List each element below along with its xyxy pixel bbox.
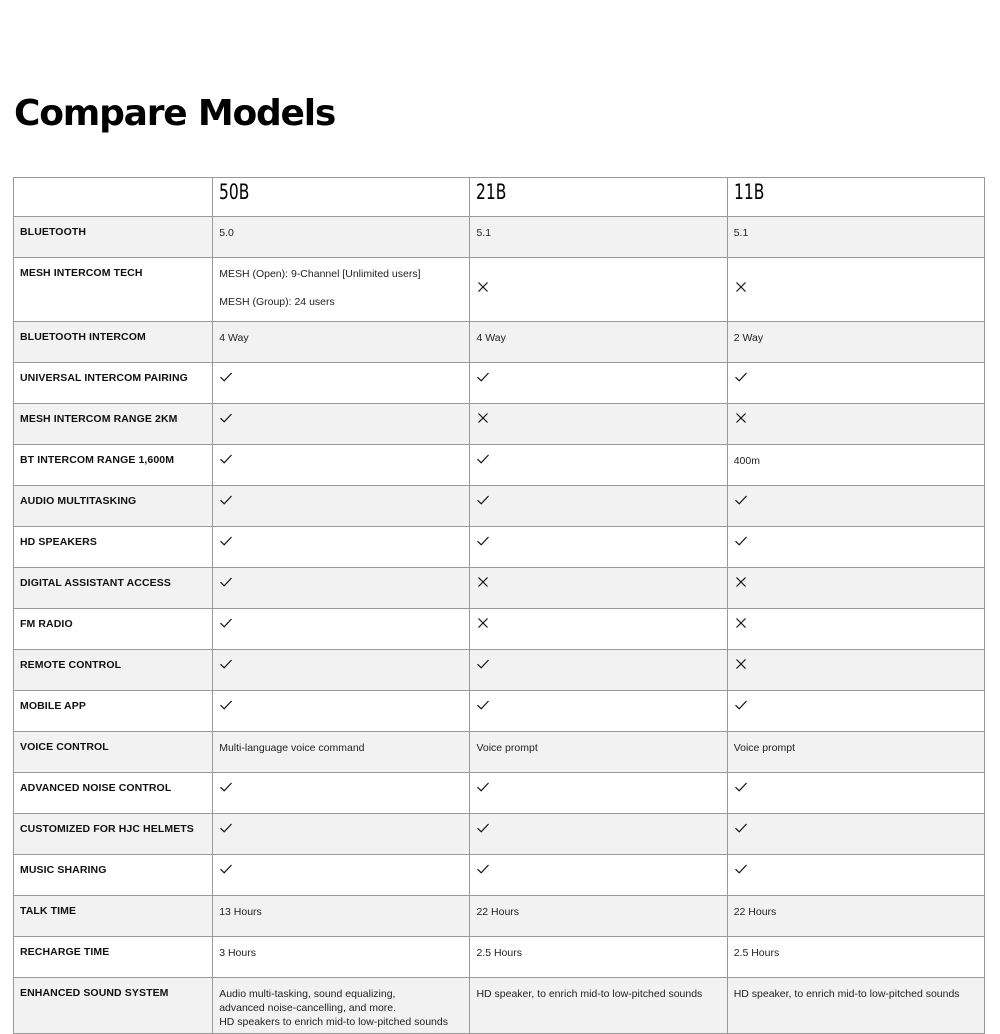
check-icon (219, 780, 233, 794)
comparison-table (13, 177, 985, 1034)
table-row (14, 568, 985, 609)
feature-value-cell (727, 445, 984, 486)
table-row (14, 937, 985, 978)
cross-icon (734, 280, 748, 294)
cell-text: MESH (Group): 24 users (219, 296, 335, 308)
check-icon (219, 534, 233, 548)
cell-text: 5.1 (733, 227, 749, 239)
table-row (14, 691, 985, 732)
feature-value-cell (213, 258, 470, 322)
feature-value-cell (727, 404, 984, 445)
feature-value-cell (213, 568, 470, 609)
check-icon (734, 493, 748, 507)
feature-value-cell (213, 217, 470, 258)
cross-icon (734, 411, 748, 425)
cell-text: Multi-language voice command (219, 742, 365, 754)
check-icon (734, 821, 748, 835)
check-icon (734, 780, 748, 794)
cell-text: HD speaker, to enrich mid-to low-pitched sounds (476, 988, 703, 1000)
feature-value-cell (213, 937, 470, 978)
feature-value-cell (470, 609, 727, 650)
table-row (14, 527, 985, 568)
cell-text: HD speaker, to enrich mid-to low-pitched sounds (733, 988, 960, 1000)
feature-value-cell (470, 568, 727, 609)
feature-value-cell (727, 217, 984, 258)
feature-label: BLUETOOTH INTERCOM (14, 322, 213, 363)
table-row (14, 978, 985, 1034)
cell-text: 5.1 (476, 227, 492, 239)
table-row (14, 896, 985, 937)
feature-value-cell (470, 814, 727, 855)
feature-value-cell (727, 773, 984, 814)
cross-icon (734, 657, 748, 671)
feature-value-cell (470, 404, 727, 445)
feature-value-cell (727, 609, 984, 650)
table-row (14, 773, 985, 814)
cell-text: HD speakers to enrich mid-to low-pitched sounds (219, 1016, 448, 1028)
feature-value-cell (213, 486, 470, 527)
feature-value-cell (727, 978, 984, 1034)
check-icon (734, 534, 748, 548)
check-icon (219, 821, 233, 835)
feature-value-cell (727, 855, 984, 896)
feature-label: BLUETOOTH (14, 217, 213, 258)
cell-text: 22 Hours (733, 906, 777, 918)
feature-value-cell (470, 217, 727, 258)
feature-label: ADVANCED NOISE CONTROL (14, 773, 213, 814)
cell-text: 3 Hours (219, 947, 256, 959)
check-icon (476, 493, 490, 507)
table-row (14, 609, 985, 650)
check-icon (476, 862, 490, 876)
cell-text: 400m (733, 455, 760, 467)
cross-icon (476, 575, 490, 589)
check-icon (219, 370, 233, 384)
cross-icon (476, 616, 490, 630)
cell-text: MESH (Open): 9-Channel [Unlimited users] (219, 268, 421, 280)
check-icon (476, 780, 490, 794)
header-model-21b (470, 178, 727, 217)
table-row (14, 217, 985, 258)
header-model-50b (213, 178, 470, 217)
feature-label: MOBILE APP (14, 691, 213, 732)
feature-value-cell (470, 258, 727, 322)
cell-text: 2.5 Hours (476, 947, 522, 959)
feature-value-cell (470, 978, 727, 1034)
check-icon (476, 370, 490, 384)
feature-value-cell (470, 896, 727, 937)
feature-value-cell (727, 363, 984, 404)
feature-value-cell (470, 363, 727, 404)
feature-label: VOICE CONTROL (14, 732, 213, 773)
check-icon (476, 657, 490, 671)
cell-text: 13 Hours (219, 906, 262, 918)
check-icon (476, 452, 490, 466)
feature-value-cell (470, 486, 727, 527)
feature-label: BT INTERCOM RANGE 1,600M (14, 445, 213, 486)
feature-value-cell (213, 732, 470, 773)
header-model-11b (727, 178, 984, 217)
feature-label: MESH INTERCOM RANGE 2KM (14, 404, 213, 445)
feature-value-cell (470, 855, 727, 896)
cell-text: Audio multi-tasking, sound equalizing, (219, 988, 396, 1000)
feature-value-cell (727, 814, 984, 855)
feature-value-cell (213, 363, 470, 404)
feature-value-cell (213, 445, 470, 486)
feature-label: ENHANCED SOUND SYSTEM (14, 978, 213, 1034)
feature-value-cell (727, 732, 984, 773)
feature-value-cell (213, 404, 470, 445)
check-icon (219, 411, 233, 425)
table-row (14, 855, 985, 896)
page-title: Compare Models (14, 93, 336, 134)
feature-label: AUDIO MULTITASKING (14, 486, 213, 527)
feature-value-cell (727, 258, 984, 322)
feature-value-cell (470, 322, 727, 363)
feature-value-cell (213, 896, 470, 937)
feature-value-cell (213, 773, 470, 814)
table-row (14, 404, 985, 445)
check-icon (734, 370, 748, 384)
check-icon (734, 698, 748, 712)
check-icon (219, 862, 233, 876)
feature-value-cell (470, 650, 727, 691)
table-row (14, 486, 985, 527)
table-row (14, 814, 985, 855)
check-icon (476, 821, 490, 835)
cell-text: advanced noise-cancelling, and more. (219, 1002, 397, 1014)
cross-icon (476, 280, 490, 294)
cell-text: Voice prompt (733, 742, 795, 754)
feature-value-cell (727, 691, 984, 732)
feature-label: UNIVERSAL INTERCOM PAIRING (14, 363, 213, 404)
table-header-row (14, 178, 985, 217)
check-icon (219, 493, 233, 507)
cell-text: 5.0 (219, 227, 234, 239)
feature-value-cell (470, 773, 727, 814)
table-row (14, 258, 985, 322)
feature-label: MUSIC SHARING (14, 855, 213, 896)
feature-value-cell (727, 896, 984, 937)
cell-text: Voice prompt (476, 742, 538, 754)
model-name: 11B (733, 180, 765, 204)
feature-value-cell (727, 527, 984, 568)
cell-text (219, 281, 463, 295)
feature-value-cell (470, 937, 727, 978)
feature-value-cell (727, 486, 984, 527)
model-name: 50B (219, 180, 250, 204)
feature-value-cell (213, 322, 470, 363)
cross-icon (476, 411, 490, 425)
feature-value-cell (213, 978, 470, 1034)
feature-label: FM RADIO (14, 609, 213, 650)
cell-text: 22 Hours (476, 906, 520, 918)
feature-value-cell (727, 937, 984, 978)
cell-text: 4 Way (476, 332, 506, 344)
feature-value-cell (213, 855, 470, 896)
table-row (14, 363, 985, 404)
check-icon (219, 657, 233, 671)
feature-value-cell (213, 650, 470, 691)
feature-label: REMOTE CONTROL (14, 650, 213, 691)
cross-icon (734, 616, 748, 630)
check-icon (219, 616, 233, 630)
feature-value-cell (727, 322, 984, 363)
feature-value-cell (213, 691, 470, 732)
check-icon (476, 534, 490, 548)
check-icon (734, 862, 748, 876)
feature-label: MESH INTERCOM TECH (14, 258, 213, 322)
cross-icon (734, 575, 748, 589)
feature-value-cell (727, 568, 984, 609)
check-icon (476, 698, 490, 712)
feature-label: DIGITAL ASSISTANT ACCESS (14, 568, 213, 609)
feature-label: CUSTOMIZED FOR HJC HELMETS (14, 814, 213, 855)
check-icon (219, 452, 233, 466)
feature-value-cell (213, 609, 470, 650)
feature-value-cell (470, 691, 727, 732)
feature-value-cell (470, 527, 727, 568)
table-row (14, 650, 985, 691)
feature-value-cell (213, 814, 470, 855)
feature-value-cell (470, 445, 727, 486)
cell-text: 2 Way (733, 332, 764, 344)
table-row (14, 445, 985, 486)
check-icon (219, 575, 233, 589)
feature-value-cell (213, 527, 470, 568)
cell-text: 4 Way (219, 332, 249, 344)
feature-value-cell (727, 650, 984, 691)
feature-label: RECHARGE TIME (14, 937, 213, 978)
feature-label: HD SPEAKERS (14, 527, 213, 568)
header-empty-cell (14, 178, 213, 217)
table-row (14, 732, 985, 773)
feature-label: TALK TIME (14, 896, 213, 937)
cell-text: 2.5 Hours (733, 947, 780, 959)
check-icon (219, 698, 233, 712)
table-row (14, 322, 985, 363)
feature-value-cell (470, 732, 727, 773)
model-name: 21B (476, 180, 507, 204)
